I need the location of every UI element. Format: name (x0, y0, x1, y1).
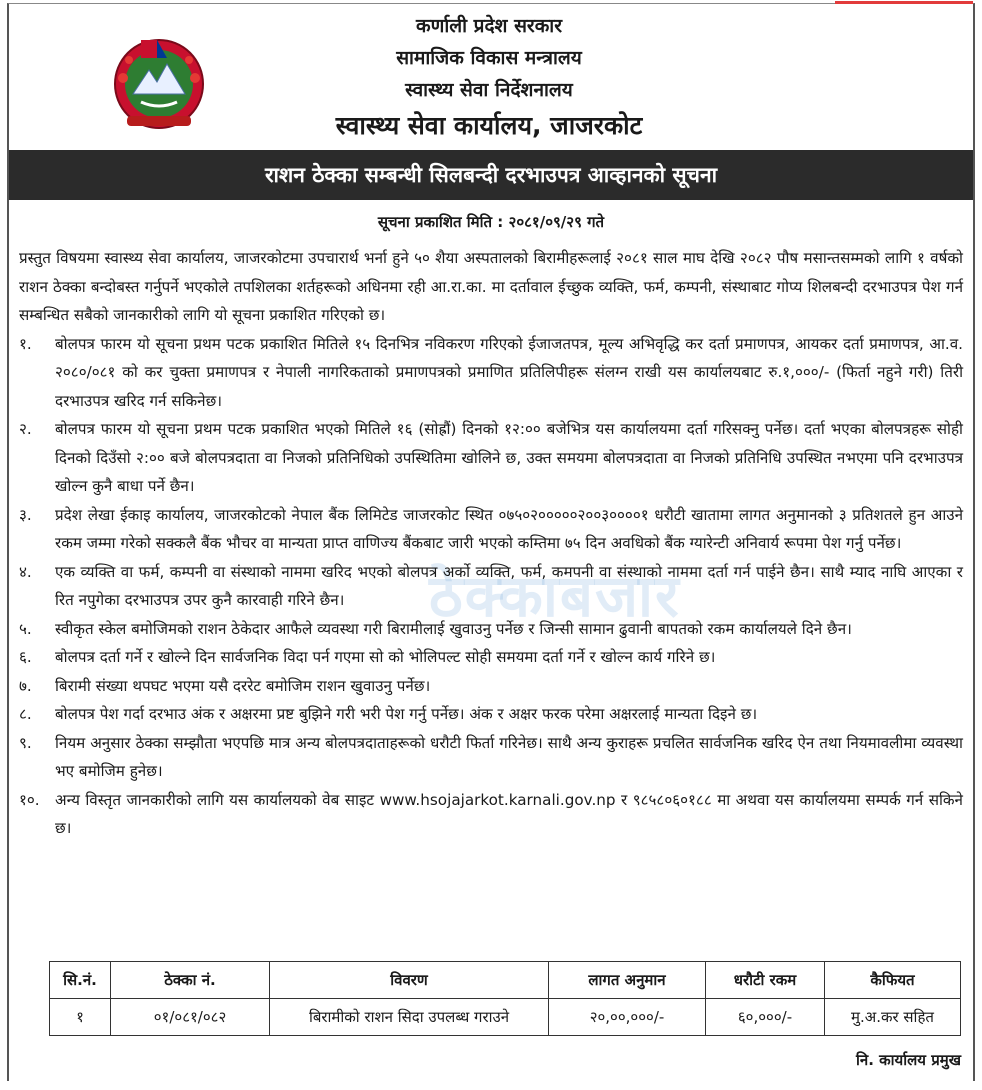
item-text: प्रदेश लेखा ईकाइ कार्यालय, जाजरकोटको नेपाल बैंक लिमिटेड जाजरकोट स्थित ०७५०२०००००२००३००००१ धरौटी खातामा लागत अनुमानको ३ प्रतिशतले हुन आउने रकम जम्मा गरेको सक्कलै बैंक भौचर वा मान्यता प्राप्त वाणिज्य बैंकबाट जारी भएको कम्तिमा ७५ दिन अवधिको बैंक ग्यारेन्टी अनिवार्य रूपमा पेश गर्नु पर्नेछ। (55, 505, 963, 552)
condition-item (19, 501, 963, 558)
office-name: स्वास्थ्य सेवा कार्यालय, जाजरकोट (335, 111, 643, 140)
item-number: ९. (19, 733, 32, 752)
nepal-emblem-icon (105, 32, 213, 132)
notice-document (7, 3, 975, 1081)
cell-description: बिरामीको राशन सिदा उपलब्ध गराउने (270, 999, 549, 1036)
cell-contract-no: ०१/०८१/०८२ (111, 999, 270, 1036)
condition-item (19, 615, 963, 644)
condition-item (19, 672, 963, 701)
cell-deposit: ६०,०००/- (706, 999, 825, 1036)
condition-item (19, 330, 963, 416)
item-text: बोलपत्र फारम यो सूचना प्रथम पटक प्रकाशित भएको मितिले १६ (सोह्रौं) दिनको १२:०० बजेभित्र यस कार्यालयमा दर्ता गरिसक्नु पर्नेछ। दर्ता भएका बोलपत्रहरू सोही दिनको दिउँसो २:०० बजे बोलपत्रदाता वा निजको प्रतिनिधिको उपस्थितिमा खोलिने छ, उक्त समयमा बोलपत्रदाता वा निजको प्रतिनिधि उपस्थित नभएमा पनि दरभाउपत्र खोल्न कुनै बाधा पर्ने छैन। (55, 420, 963, 495)
col-description: विवरण (270, 962, 549, 999)
item-text: बोलपत्र दर्ता गर्ने र खोल्ने दिन सार्वजनिक विदा पर्न गएमा सो को भोलिपल्ट सोही समयमा दर्ता गर्ने र खोल्न कार्य गरिने छ। (55, 648, 716, 666)
item-number: ८. (19, 705, 32, 723)
letterhead-text (229, 4, 749, 146)
item-text: बोलपत्र पेश गर्दा दरभाउ अंक र अक्षरमा प्रष्ट बुझिने गरी भरी पेश गर्नु पर्नेछ। अंक र अक्षर फरक परेमा अक्षरलाई मान्यता दिइने छ। (55, 705, 758, 723)
watermark: ठेक्काबजार (429, 562, 681, 630)
notice-body (19, 244, 963, 843)
notice-date: सूचना प्रकाशित मिति : २०८१/०९/२९ गते (377, 213, 605, 231)
item-text: एक व्यक्ति वा फर्म, कम्पनी वा संस्थाको नाममा खरिद भएको बोलपत्र अर्को व्यक्ति, फर्म, कमपनी वा संस्थाको नाममा दर्ता गर्न पाईने छैन। साथै म्याद नाघि आएका र रित नपुगेका दरभाउपत्र उपर कुनै कारवाही गरिने छैन। (55, 562, 963, 609)
col-remarks: कैफियत (825, 962, 961, 999)
item-text: बिरामी संख्या थपघट भएमा यसै दररेट बमोजिम राशन खुवाउनु पर्नेछ। (55, 676, 431, 695)
item-number: २. (19, 420, 32, 438)
col-contract-no: ठेक्का नं. (111, 962, 270, 999)
col-deposit: धरौटी रकम (706, 962, 825, 999)
col-cost-estimate: लागत अनुमान (549, 962, 706, 999)
table-header-row (50, 962, 961, 999)
col-serial: सि.नं. (50, 962, 111, 999)
item-number: ७. (19, 676, 32, 695)
cell-serial: १ (50, 999, 111, 1036)
item-text: स्वीकृत स्केल बमोजिमको राशन ठेकेदार आफैले व्यवस्था गरी बिरामीलाई खुवाउनु पर्नेछ र जिन्सी सामान ढुवानी बापतको रकम कार्यालयले दिने छैन। (55, 619, 852, 638)
notice-title-banner: राशन ठेक्का सम्बन्धी सिलबन्दी दरभाउपत्र आव्हानको सूचना (9, 150, 973, 200)
tender-table (49, 961, 961, 1036)
directorate-name: स्वास्थ्य सेवा निर्देशनालय (405, 79, 573, 101)
condition-item (19, 729, 963, 786)
letterhead (9, 4, 973, 146)
item-number: ३. (19, 505, 32, 524)
item-number: १०. (19, 790, 40, 809)
province-government: कर्णाली प्रदेश सरकार (415, 15, 562, 37)
item-text: बोलपत्र फारम यो सूचना प्रथम पटक प्रकाशित मितिले १५ दिनभित्र नविकरण गरिएको ईजाजतपत्र, मूल्य अभिवृद्धि कर दर्ता प्रमाणपत्र, आयकर दर्ता प्रमाणपत्र, आ.व. २०८०/०८१ को कर चुक्ता प्रमाणपत्र र नेपाली नागरिकताको प्रमाणपत्रको प्रमाणित प्रतिलिपीहरू संलग्न राखी यस कार्यालयबाट रु.१,०००/- (फिर्ता नहुने गरी) तिरी दरभाउपत्र खरिद गर्न सकिनेछ। (55, 334, 963, 410)
item-number: १. (19, 334, 32, 353)
item-number: ४. (19, 562, 32, 581)
condition-item (19, 786, 963, 843)
cell-cost-estimate: २०,००,०००/- (549, 999, 706, 1036)
condition-item (19, 643, 963, 672)
table-row (50, 999, 961, 1036)
item-text: नियम अनुसार ठेक्का सम्झौता भएपछि मात्र अन्य बोलपत्रदाताहरूको धरौटी फिर्ता गरिनेछ। साथै अन्य कुराहरू प्रचलित सार्वजनिक खरिद ऐन तथा नियमावलीमा व्यवस्था भए बमोजिम हुनेछ। (55, 733, 963, 780)
item-text: अन्य विस्तृत जानकारीको लागि यस कार्यालयको वेब साइट www.hsojajarkot.karnali.gov.np र ९८५८०६०१८८ मा अथवा यस कार्यालयमा सम्पर्क गर्न सकिने छ। (55, 790, 963, 837)
condition-item (19, 700, 963, 729)
ministry-name: सामाजिक विकास मन्त्रालय (396, 47, 582, 69)
item-number: ६. (19, 648, 32, 666)
condition-item (19, 558, 963, 615)
cell-remarks: मु.अ.कर सहित (825, 999, 961, 1036)
intro-paragraph: प्रस्तुत विषयमा स्वास्थ्य सेवा कार्यालय, जाजरकोटमा उपचारार्थ भर्ना हुने ५० शैया अस्पतालको बिरामीहरूलाई २०८१ साल माघ देखि २०८२ पौष मसान्तसम्मको लागि १ वर्षको राशन ठेक्का बन्दोबस्त गर्नुपर्ने भएकोले तपशिलका शर्तहरूको अधिनमा रही आ.रा.का. मा दर्तावाल ईच्छुक व्यक्ति, फर्म, कम्पनी, संस्थाबाट गोप्य शिलबन्दी दरभाउपत्र पेश गर्न सम्बन्धित सबैको जानकारीको लागि यो सूचना प्रकाशित गरिएको छ। (19, 249, 963, 324)
signature: नि. कार्यालय प्रमुख (856, 1051, 961, 1069)
item-number: ५. (19, 619, 32, 638)
condition-item (19, 415, 963, 501)
